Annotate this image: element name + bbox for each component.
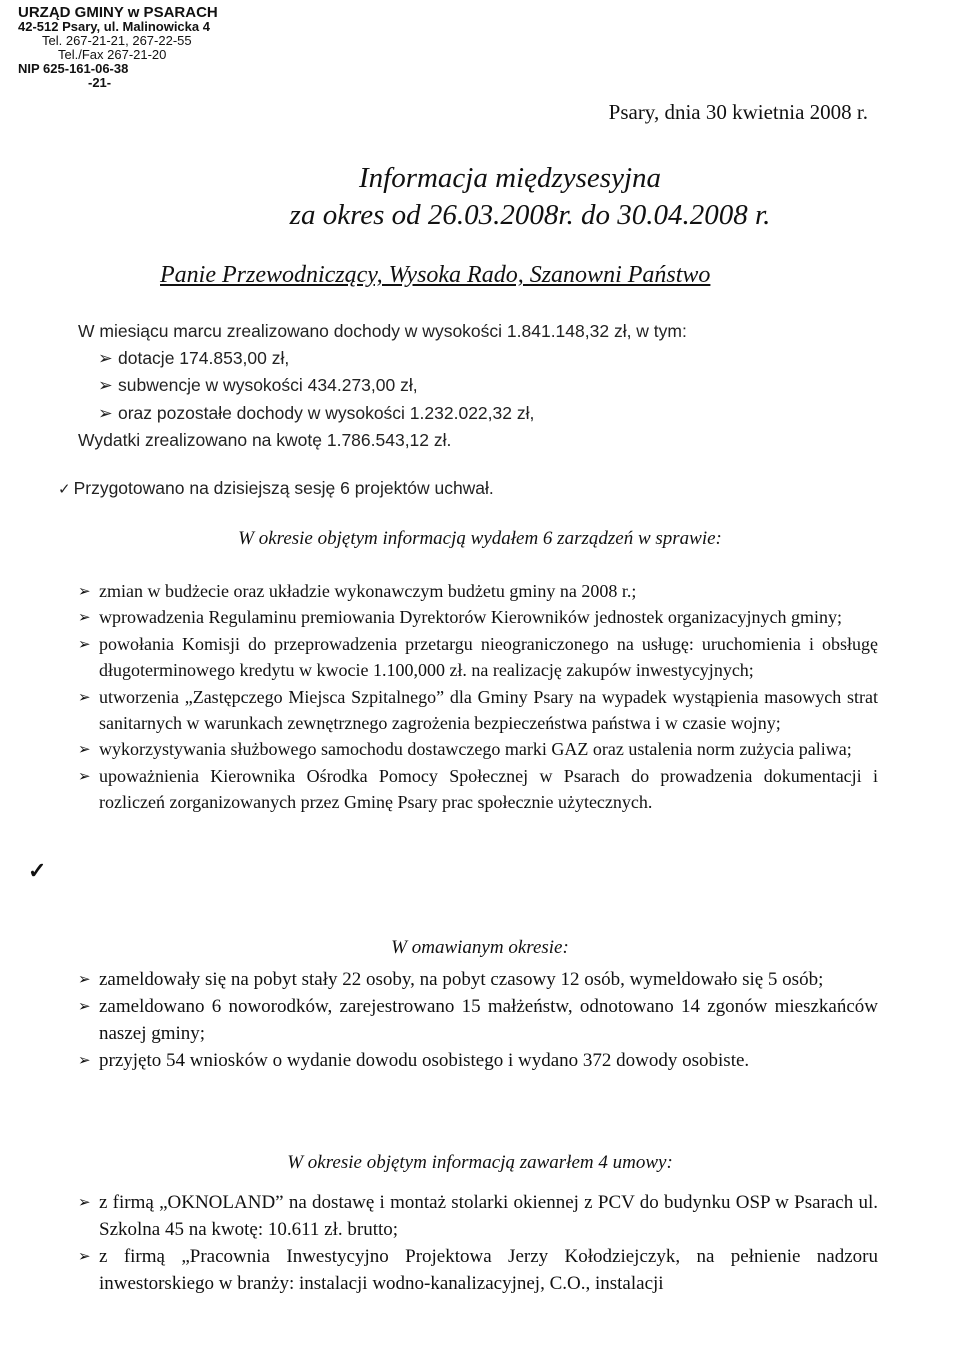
document-title: Informacja międzysesyjna: [358, 162, 662, 194]
checkmark-icon: ✓: [58, 481, 71, 498]
finance-expenses: Wydatki zrealizowano na kwotę 1.786.543,12 zł.: [78, 430, 452, 450]
arrow-bullet-icon: ➢: [78, 970, 91, 988]
arrow-bullet-icon: ➢: [78, 582, 91, 600]
list-item: ➢ z firmą „Pracownia Inwestycyjno Projektowa Jerzy Kołodziejczyk, na pełnienie nadzoru inwestorskiego w branży: instalacji wodno-kanalizacyjnej, C.O., instalacji: [78, 1243, 878, 1297]
stamp-number: -21-: [88, 75, 112, 90]
finance-item: ➢ dotacje 174.853,00 zł,: [78, 345, 687, 373]
document-period: za okres od 26.03.2008r. do 30.04.2008 r.: [289, 199, 771, 231]
list-item: ➢ zameldowano 6 noworodków, zarejestrowano 15 małżeństw, odnotowano 14 zgonów mieszkańców naszej gminy;: [78, 993, 878, 1047]
list-item: ➢ zmian w budżecie oraz układzie wykonawczym budżetu gminy na 2008 r.;: [78, 578, 878, 604]
finance-summary: [78, 318, 687, 454]
arrow-bullet-icon: ➢: [78, 766, 91, 785]
finance-item: ➢ subwencje w wysokości 434.273,00 zł,: [78, 372, 687, 400]
arrow-bullet-icon: ➢: [78, 1247, 91, 1265]
ordinances-list: [78, 578, 878, 816]
place-and-date: Psary, dnia 30 kwietnia 2008 r.: [608, 100, 868, 124]
list-item: ➢ utworzenia „Zastępczego Miejsca Szpitalnego” dla Gminy Psary na wypadek wystąpienia masowych strat sanitarnych w warunkach zewnętrznego zagrożenia bezpieczeństwa państwa i w czasie wojny;: [78, 684, 878, 737]
arrow-bullet-icon: ➢: [78, 997, 91, 1015]
section-contracts-heading: W okresie objętym informacją zawarłem 4 umowy:: [287, 1152, 673, 1173]
finance-item: ➢ oraz pozostałe dochody w wysokości 1.232.022,32 zł,: [78, 400, 687, 428]
section-ordinances-heading: W okresie objętym informacją wydałem 6 zarządzeń w sprawie:: [238, 528, 722, 549]
arrow-bullet-icon: ➢: [78, 634, 91, 653]
checkmark-icon: ✓: [28, 858, 47, 883]
prepared-resolutions: ✓ Przygotowano na dzisiejszą sesję 6 projektów uchwał.: [58, 478, 494, 498]
list-item: ➢ z firmą „OKNOLAND” na dostawę i montaż stolarki okiennej z PCV do budynku OSP w Psarach ul. Szkolna 45 na kwotę: 10.611 zł. brutto;: [78, 1189, 878, 1243]
list-item: ➢ wykorzystywania służbowego samochodu dostawczego marki GAZ oraz ustalenia norm zużycia paliwa;: [78, 736, 878, 762]
stamp-address: 42-512 Psary, ul. Malinowicka 4: [18, 19, 210, 34]
arrow-bullet-icon: ➢: [78, 608, 91, 627]
list-item: ➢ przyjęto 54 wniosków o wydanie dowodu osobistego i wydano 372 dowody osobiste.: [78, 1047, 878, 1074]
contracts-list: [78, 1189, 878, 1297]
stamp-nip: NIP 625-161-06-38: [18, 61, 129, 76]
arrow-bullet-icon: ➢: [78, 1193, 91, 1211]
arrow-bullet-icon: ➢: [78, 1051, 91, 1069]
arrow-bullet-icon: ➢: [98, 348, 113, 369]
list-item: ➢ wprowadzenia Regulaminu premiowania Dyrektorów Kierowników jednostek organizacyjnych gminy;: [78, 604, 878, 630]
arrow-bullet-icon: ➢: [78, 687, 91, 706]
arrow-bullet-icon: ➢: [98, 403, 113, 424]
arrow-bullet-icon: ➢: [78, 740, 91, 759]
finance-intro: W miesiącu marcu zrealizowano dochody w wysokości 1.841.148,32 zł, w tym:: [78, 321, 687, 341]
office-stamp: [18, 6, 248, 90]
registry-list: [78, 966, 878, 1074]
stamp-phone: Tel. 267-21-21, 267-22-55: [42, 33, 192, 48]
list-item: ➢ upoważnienia Kierownika Ośrodka Pomocy Społecznej w Psarach do prowadzenia dokumentacji i rozliczeń zorganizowanych przez Gminę Psary prac społecznie użytecznych.: [78, 763, 878, 816]
arrow-bullet-icon: ➢: [98, 376, 113, 396]
section-registry-heading: W omawianym okresie:: [391, 937, 569, 958]
stamp-office-name: URZĄD GMINY w PSARACH: [18, 4, 218, 21]
list-item: ➢ powołania Komisji do przeprowadzenia przetargu nieograniczonego na usługę: uruchomienia i obsługę długoterminowego kredytu w kwocie 1.100,000 zł. na realizację zakupów inwestycyjnych;: [78, 631, 878, 684]
list-item: ➢ zameldowały się na pobyt stały 22 osoby, na pobyt czasowy 12 osób, wymeldowało się 5 osób;: [78, 966, 878, 993]
salutation: Panie Przewodniczący, Wysoka Rado, Szanowni Państwo: [160, 262, 711, 288]
stamp-fax: Tel./Fax 267-21-20: [58, 47, 167, 62]
